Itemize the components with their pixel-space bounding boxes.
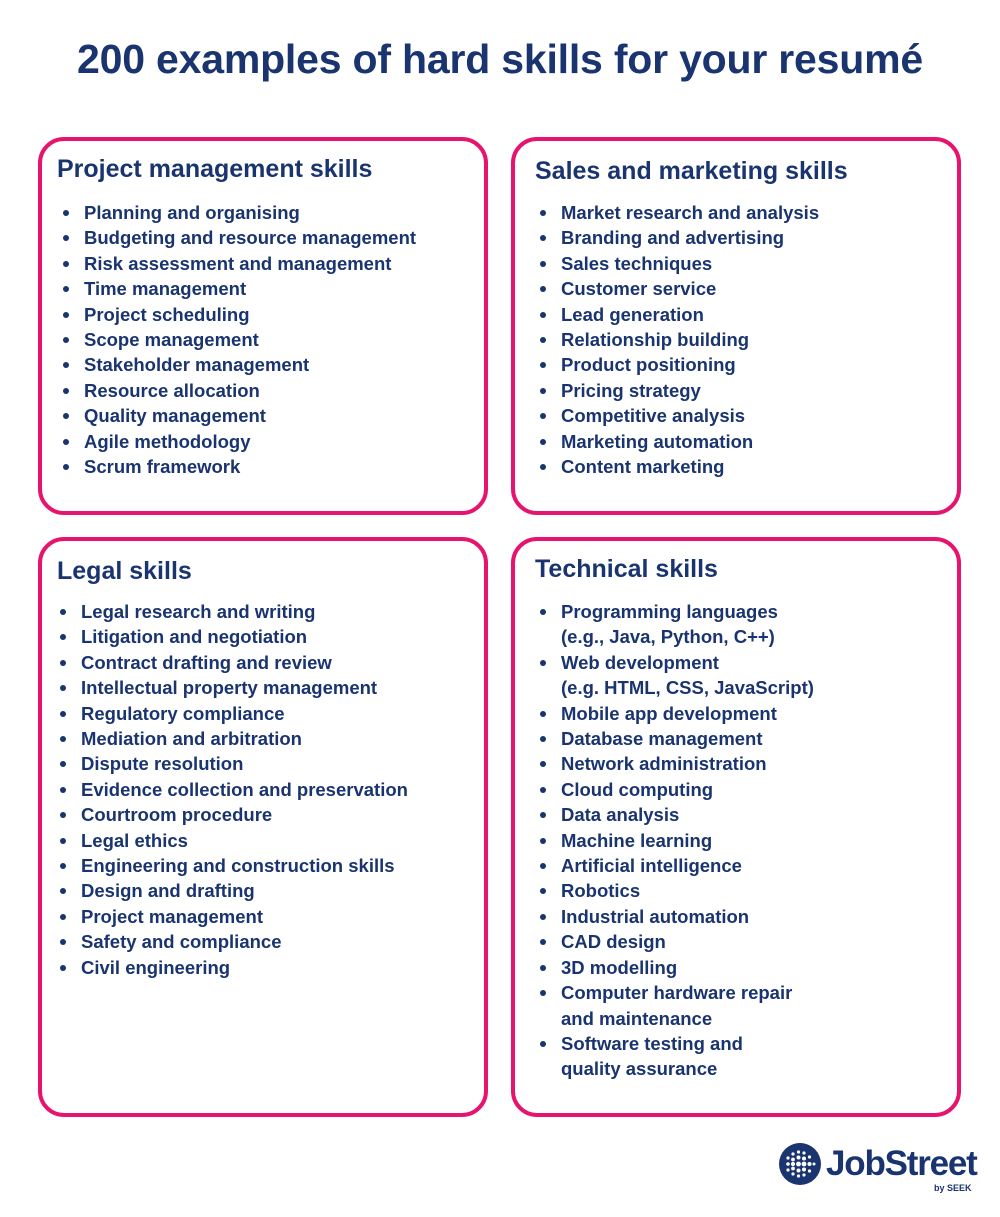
bullet-dot-icon <box>60 914 66 920</box>
list-item-text: Agile methodology <box>84 430 251 452</box>
bullet-dot-icon <box>60 965 66 971</box>
list-item-text: Safety and compliance <box>81 931 282 953</box>
bullet-dot-icon <box>540 990 546 996</box>
bullet-dot-icon <box>540 439 546 445</box>
list-item <box>537 904 814 929</box>
bullet-dot-icon <box>63 235 69 241</box>
list-item-subtext: (e.g. HTML, CSS, JavaScript) <box>561 677 814 699</box>
bullet-dot-icon <box>60 838 66 844</box>
card-title: Legal skills <box>57 557 192 585</box>
bullet-dot-icon <box>60 888 66 894</box>
list-item-text: Design and drafting <box>81 880 255 902</box>
list-item <box>57 777 408 802</box>
list-item-text: Software testing and <box>561 1032 743 1054</box>
list-item-text: Legal research and writing <box>81 601 316 622</box>
bullet-dot-icon <box>540 609 546 615</box>
list-item-text: Lead generation <box>561 303 704 325</box>
bullet-dot-icon <box>63 362 69 368</box>
list-item <box>60 276 416 301</box>
bullet-dot-icon <box>540 812 546 818</box>
bullet-dot-icon <box>540 362 546 368</box>
skill-list <box>537 599 814 1082</box>
list-item <box>537 251 819 276</box>
list-item <box>537 276 819 301</box>
bullet-dot-icon <box>63 413 69 419</box>
list-item-text: Artificial intelligence <box>561 855 742 877</box>
list-item <box>537 327 819 352</box>
page-title: 200 examples of hard skills for your resumé <box>77 36 923 82</box>
card-title: Technical skills <box>535 555 718 583</box>
list-item-text: Civil engineering <box>81 956 231 978</box>
list-item <box>57 904 408 929</box>
list-item <box>537 751 814 776</box>
bullet-dot-icon <box>63 261 69 267</box>
bullet-dot-icon <box>60 609 66 615</box>
list-item-text: Web development <box>561 651 719 673</box>
card-legal <box>38 537 488 1117</box>
list-item-text: Programming languages <box>561 601 778 622</box>
list-item-text: Intellectual property management <box>81 677 378 699</box>
bullet-dot-icon <box>63 464 69 470</box>
list-item-text: Database management <box>561 728 763 750</box>
list-item-text: Data analysis <box>561 804 680 826</box>
list-item-text: Content marketing <box>561 456 725 478</box>
list-item-text: Network administration <box>561 753 767 775</box>
list-item-text: CAD design <box>561 931 666 953</box>
list-item <box>60 378 416 403</box>
list-item-text: Scope management <box>84 329 259 351</box>
bullet-dot-icon <box>60 939 66 945</box>
list-item <box>537 929 814 954</box>
list-item <box>60 225 416 250</box>
list-item <box>537 454 819 479</box>
bullet-dot-icon <box>540 337 546 343</box>
bullet-dot-icon <box>63 312 69 318</box>
list-item-text: Project management <box>81 905 263 927</box>
list-item <box>537 726 814 751</box>
bullet-dot-icon <box>63 439 69 445</box>
list-item-subtext: quality assurance <box>561 1058 718 1080</box>
list-item <box>537 980 814 1031</box>
list-item <box>57 853 408 878</box>
list-item-text: Engineering and construction skills <box>81 855 395 877</box>
skill-list <box>537 200 819 479</box>
list-item-text: Competitive analysis <box>561 405 746 427</box>
bullet-dot-icon <box>60 787 66 793</box>
list-item-text: Marketing automation <box>561 430 754 452</box>
list-item-text: Stakeholder management <box>84 354 310 376</box>
list-item <box>57 650 408 675</box>
list-item-text: Dispute resolution <box>81 753 244 775</box>
list-item <box>537 853 814 878</box>
list-item <box>537 302 819 327</box>
list-item-subtext: (e.g., Java, Python, C++) <box>561 626 775 648</box>
bullet-dot-icon <box>540 413 546 419</box>
bullet-dot-icon <box>63 210 69 216</box>
list-item <box>57 955 408 980</box>
list-item <box>537 955 814 980</box>
list-item <box>57 828 408 853</box>
list-item <box>60 403 416 428</box>
list-item <box>57 624 408 649</box>
bullet-dot-icon <box>540 388 546 394</box>
card-project-management <box>38 137 488 515</box>
list-item <box>57 701 408 726</box>
bullet-dot-icon <box>540 312 546 318</box>
list-item-text: Robotics <box>561 880 641 902</box>
list-item <box>537 403 819 428</box>
list-item <box>57 726 408 751</box>
bullet-dot-icon <box>540 965 546 971</box>
list-item-text: Evidence collection and preservation <box>81 778 408 800</box>
list-item-text: Branding and advertising <box>561 227 785 249</box>
logo-wordmark: JobStreet <box>826 1144 977 1183</box>
bullet-dot-icon <box>540 939 546 945</box>
list-item <box>537 650 814 701</box>
list-item-text: Relationship building <box>561 329 750 351</box>
list-item <box>57 675 408 700</box>
bullet-dot-icon <box>540 838 546 844</box>
bullet-dot-icon <box>540 261 546 267</box>
list-item <box>537 378 819 403</box>
list-item <box>537 429 819 454</box>
bullet-dot-icon <box>540 235 546 241</box>
list-item-text: Computer hardware repair <box>561 982 793 1004</box>
logo-tagline: by SEEK <box>934 1183 972 1193</box>
list-item-text: Cloud computing <box>561 778 714 800</box>
list-item-text: Mobile app development <box>561 702 777 724</box>
list-item-text: Resource allocation <box>84 379 260 401</box>
jobstreet-logo <box>779 1143 979 1193</box>
bullet-dot-icon <box>540 888 546 894</box>
bullet-dot-icon <box>60 634 66 640</box>
list-item <box>60 200 416 225</box>
bullet-dot-icon <box>63 286 69 292</box>
list-item-text: Machine learning <box>561 829 713 851</box>
bullet-dot-icon <box>60 685 66 691</box>
list-item <box>60 251 416 276</box>
bullet-dot-icon <box>60 812 66 818</box>
list-item-text: 3D modelling <box>561 956 678 978</box>
card-title: Project management skills <box>57 155 373 183</box>
bullet-dot-icon <box>60 761 66 767</box>
list-item <box>537 701 814 726</box>
list-item <box>537 225 819 250</box>
list-item <box>60 302 416 327</box>
bullet-dot-icon <box>60 711 66 717</box>
list-item-text: Scrum framework <box>84 456 241 478</box>
list-item-text: Litigation and negotiation <box>81 626 308 648</box>
list-item-subtext: and maintenance <box>561 1007 713 1029</box>
bullet-dot-icon <box>60 736 66 742</box>
list-item <box>537 1031 814 1082</box>
list-item-text: Regulatory compliance <box>81 702 285 724</box>
card-technical <box>511 537 961 1117</box>
bullet-dot-icon <box>60 660 66 666</box>
list-item-text: Pricing strategy <box>561 379 701 401</box>
bullet-dot-icon <box>540 914 546 920</box>
list-item <box>537 878 814 903</box>
list-item-text: Courtroom procedure <box>81 804 273 826</box>
list-item-text: Planning and organising <box>84 202 300 223</box>
list-item-text: Industrial automation <box>561 905 750 927</box>
bullet-dot-icon <box>63 337 69 343</box>
bullet-dot-icon <box>540 736 546 742</box>
card-title: Sales and marketing skills <box>535 157 848 185</box>
list-item <box>537 352 819 377</box>
bullet-dot-icon <box>540 863 546 869</box>
list-item-text: Customer service <box>561 278 717 300</box>
list-item <box>537 777 814 802</box>
list-item-text: Product positioning <box>561 354 736 376</box>
list-item-text: Risk assessment and management <box>84 252 392 274</box>
list-item-text: Time management <box>84 278 247 300</box>
bullet-dot-icon <box>540 210 546 216</box>
list-item <box>60 454 416 479</box>
bullet-dot-icon <box>63 388 69 394</box>
list-item-text: Sales techniques <box>561 252 713 274</box>
list-item <box>57 878 408 903</box>
bullet-dot-icon <box>540 286 546 292</box>
list-item <box>57 929 408 954</box>
list-item <box>57 751 408 776</box>
list-item <box>60 327 416 352</box>
list-item-text: Budgeting and resource management <box>84 227 417 249</box>
card-sales-marketing <box>511 137 961 515</box>
list-item-text: Quality management <box>84 405 266 427</box>
list-item <box>60 352 416 377</box>
bullet-dot-icon <box>540 464 546 470</box>
list-item-text: Legal ethics <box>81 829 188 851</box>
bullet-dot-icon <box>540 787 546 793</box>
list-item-text: Contract drafting and review <box>81 651 332 673</box>
list-item <box>60 429 416 454</box>
bullet-dot-icon <box>540 761 546 767</box>
list-item <box>537 200 819 225</box>
list-item <box>537 599 814 650</box>
list-item-text: Mediation and arbitration <box>81 728 302 750</box>
list-item <box>57 802 408 827</box>
list-item-text: Market research and analysis <box>561 202 820 223</box>
bullet-dot-icon <box>540 711 546 717</box>
bullet-dot-icon <box>540 1041 546 1047</box>
skill-list <box>57 599 408 980</box>
list-item <box>57 599 408 624</box>
bullet-dot-icon <box>60 863 66 869</box>
list-item-text: Project scheduling <box>84 303 250 325</box>
list-item <box>537 802 814 827</box>
list-item <box>537 828 814 853</box>
jobstreet-globe-icon <box>779 1143 821 1185</box>
skill-list <box>60 200 416 479</box>
bullet-dot-icon <box>540 660 546 666</box>
